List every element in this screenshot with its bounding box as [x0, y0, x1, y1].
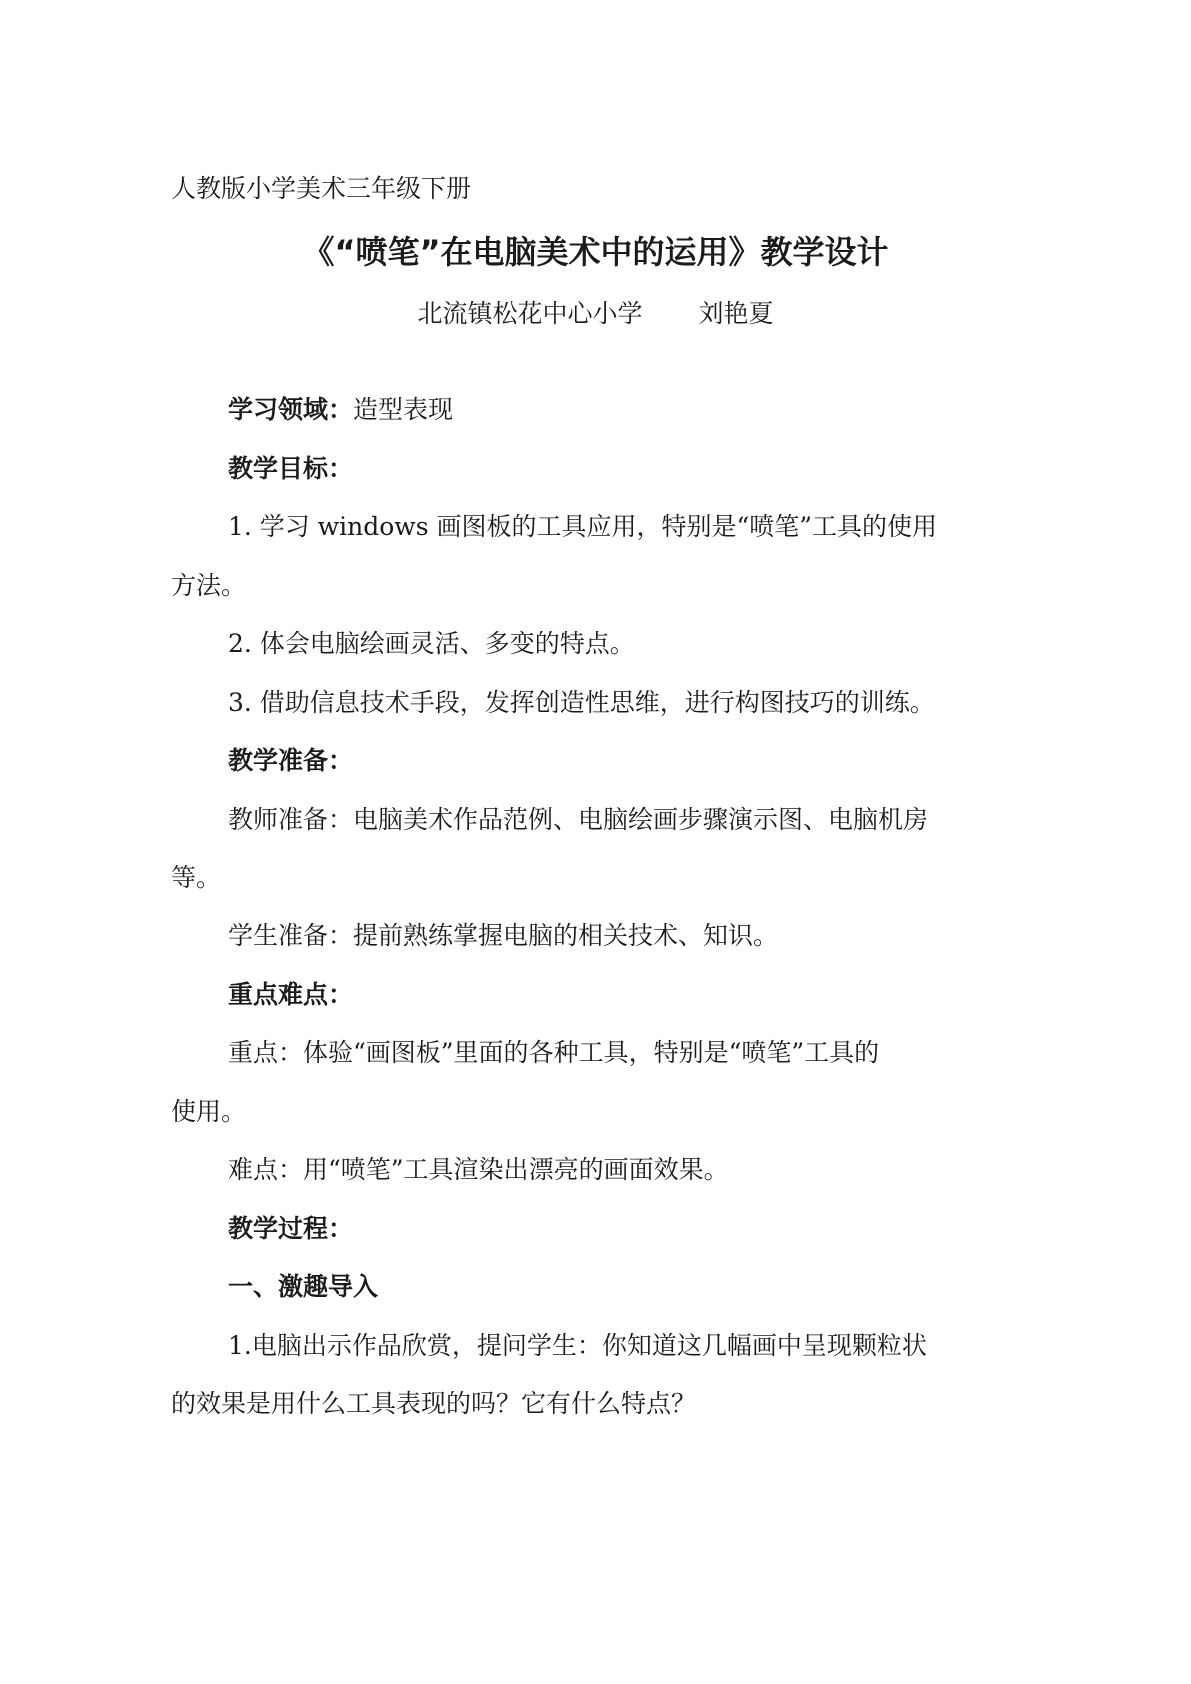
teacher-prep-line-1: 教师准备：电脑美术作品范例、电脑绘画步骤演示图、电脑机房 [228, 805, 929, 834]
author-line [0, 297, 1191, 331]
step-1-line-1: 1.电脑出示作品欣赏，提问学生：你知道这几幅画中呈现颗粒状 [228, 1331, 927, 1360]
key-point-line-2: 使用。 [171, 1097, 247, 1126]
document-title: 《“喷笔”在电脑美术中的运用》教学设计 [302, 233, 889, 271]
header-note: 人教版小学美术三年级下册 [171, 174, 472, 203]
objective-1-line-1: 1. 学习 windows 画图板的工具应用，特别是“喷笔”工具的使用 [228, 512, 938, 541]
step-1-line-2: 的效果是用什么工具表现的吗？它有什么特点？ [171, 1389, 697, 1418]
objective-2: 2. 体会电脑绘画灵活、多变的特点。 [228, 629, 635, 658]
author-name: 刘艳夏 [698, 299, 774, 328]
key-point-line-1: 重点：体验“画图板”里面的各种工具，特别是“喷笔”工具的 [228, 1038, 880, 1067]
key-points-heading: 重点难点： [228, 980, 354, 1009]
objective-1-line-2: 方法。 [171, 571, 247, 600]
difficulty-point: 难点：用“喷笔”工具渲染出漂亮的画面效果。 [228, 1155, 729, 1184]
teacher-prep-line-2: 等。 [171, 863, 222, 892]
field-label: 学习领域： [228, 395, 354, 424]
section-1-heading: 一、激趣导入 [228, 1272, 379, 1301]
author-school: 北流镇松花中心小学 [417, 299, 643, 328]
field-value: 造型表现 [353, 395, 454, 424]
preparation-heading: 教学准备： [228, 746, 354, 775]
student-prep: 学生准备：提前熟练掌握电脑的相关技术、知识。 [228, 921, 779, 950]
field-line [228, 393, 453, 427]
process-heading: 教学过程： [228, 1214, 354, 1243]
objectives-heading: 教学目标： [228, 454, 354, 483]
objective-3: 3. 借助信息技术手段，发挥创造性思维，进行构图技巧的训练。 [228, 688, 935, 717]
